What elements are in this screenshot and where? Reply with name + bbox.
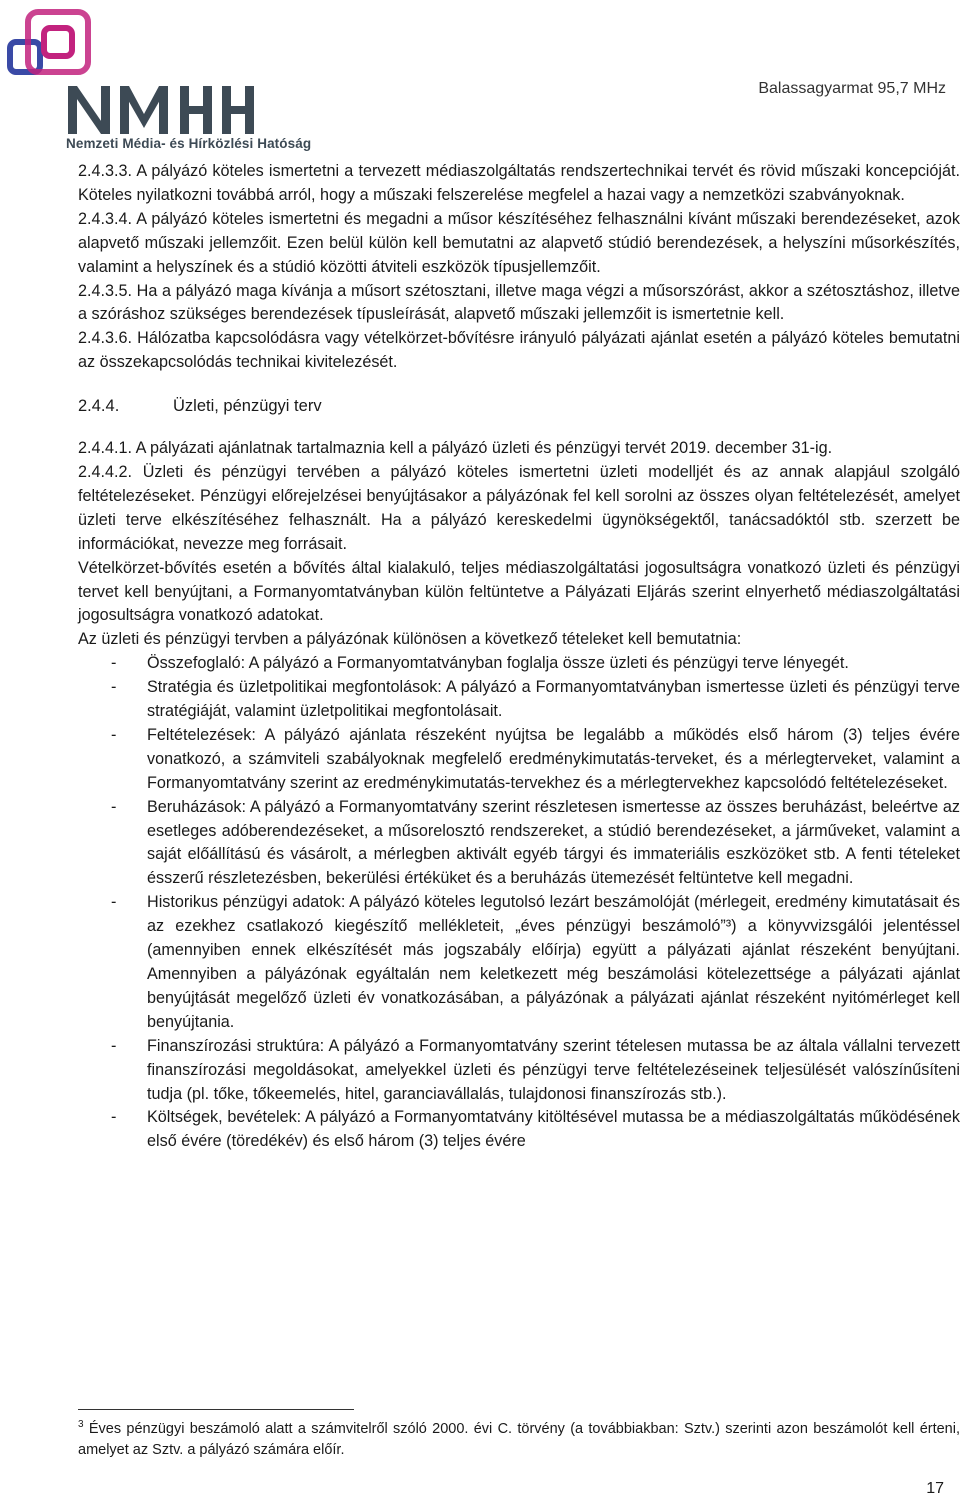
header-title: Balassagyarmat 95,7 MHz xyxy=(758,80,946,97)
paragraph-list-intro: Az üzleti és pénzügyi tervben a pályázónak különösen a következő tételeket kell bemutatnia: xyxy=(78,630,742,649)
dash-bullet: - xyxy=(111,678,117,697)
list-item-text: Összefoglaló: A pályázó a Formanyomtatványban foglalja össze üzleti és pénzügyi terve lényegét. xyxy=(147,654,849,673)
section-title: Üzleti, pénzügyi terv xyxy=(173,397,322,416)
paragraph-coverage-extension: Vételkörzet-bővítés esetén a bővítés által kialakuló, teljes médiaszolgáltatási jogosultságra vonatkozó üzleti és pénzügyi tervet kell benyújtani, a Formanyomtatványban külön feltüntetve a Pályázati Eljárás szerint elnyerhető médiaszolgáltatási jogosultságra vonatkozó adatokat. xyxy=(78,558,960,625)
dash-bullet: - xyxy=(111,654,117,673)
list-item-text: Beruházások: A pályázó a Formanyomtatvány szerint részletesen ismertesse az összes beruházást, beleértve az esetleges adóberendezéseket, a műsorelosztó rendszereket, a stúdió berendezéseket, a járműveket, valamint a saját előállítású és vásárolt, a mérlegben aktivált egyéb tárgyi és immateriális eszközöket stb. A fenti tételeket ésszerű részletezésben, bekerülési értéküket és a beruházás ütemezését feltüntetve kell megadni. xyxy=(147,797,960,888)
list-item xyxy=(78,676,960,724)
section-number: 2.4.4. xyxy=(78,397,120,416)
footnote-text: Éves pénzügyi beszámoló alatt a számvitelről szóló 2000. évi C. törvény (a továbbiakban: Sztv.) szerinti azon beszámolót kell érteni, amelyet az Sztv. a pályázó számára előír. xyxy=(78,1420,960,1458)
footnote-separator xyxy=(78,1409,354,1410)
dash-bullet: - xyxy=(111,1108,117,1127)
list-item xyxy=(78,1035,960,1107)
paragraph-2-4-3-3: 2.4.3.3. A pályázó köteles ismertetni a tervezett médiaszolgáltatás rendszertechnikai tervét és rövid műszaki koncepcióját. Köteles nyilatkozni továbbá arról, hogy a műszaki felszerelése megfelel a hazai vagy a nemzetközi szabványoknak. xyxy=(78,162,960,204)
list-item xyxy=(78,891,960,1034)
dash-bullet: - xyxy=(111,1036,117,1055)
list-item-text: Historikus pénzügyi adatok: A pályázó köteles legutolsó lezárt beszámolóját (mérlegeit, eredmény kimutatásait és az ezekhez csatlakozó kiegészítő mellékleteit, „éves pénzügyi beszámoló”³) a könyvvizsgálói jelentéssel (amennyiben ennek elkészítését más jogszabály előírja) együtt a pályázati ajánlat részeként benyújtani. Amennyiben a pályázónak egyáltalán nem keletkezett még beszámolási kötelezettsége a pályázati ajánlat benyújtását megelőző üzleti év vonatkozásában, a pályázónak a pályázati ajánlat részeként nyitómérleget kell benyújtania. xyxy=(147,893,960,1031)
paragraph-2-4-3-4: 2.4.3.4. A pályázó köteles ismertetni és megadni a műsor készítéséhez felhasználni kívánt műszaki berendezéseket, azok alapvető műszaki jellemzőit. Ezen belül külön kell bemutatni az alapvető stúdió berendezések, a helyszíni műsorkészítés, valamint a helyszínek és a stúdió közötti átviteli eszközök típusjellemzőit. xyxy=(78,209,960,276)
document-body xyxy=(78,160,960,1154)
dash-bullet: - xyxy=(111,797,117,816)
list-item-text: Stratégia és üzletpolitikai megfontolások: A pályázó a Formanyomtatványban ismertesse üzleti és pénzügyi terve stratégiáját, valamint üzletpolitikai megfontolásait. xyxy=(147,678,960,721)
section-heading xyxy=(78,395,960,419)
list-item xyxy=(78,1106,960,1154)
list-item xyxy=(78,796,960,892)
requirements-list xyxy=(78,652,960,1154)
list-item-text: Költségek, bevételek: A pályázó a Formanyomtatvány kitöltésével mutassa be a médiaszolgáltatás működésének első évére (töredékév) és első három (3) teljes évére xyxy=(147,1108,960,1151)
logo-caption: Nemzeti Média- és Hírközlési Hatóság xyxy=(66,136,312,151)
footnote xyxy=(78,1414,960,1461)
page-number: 17 xyxy=(926,1480,944,1497)
paragraph-2-4-3-5: 2.4.3.5. Ha a pályázó maga kívánja a műsort szétosztani, illetve maga végzi a műsorszórást, akkor a szétosztáshoz, illetve a szóráshoz szükséges berendezések típusleírását, alapvető műszaki jellemzőit is ismertetnie kell. xyxy=(78,281,960,324)
paragraph-2-4-4-1: 2.4.4.1. A pályázati ajánlatnak tartalmaznia kell a pályázó üzleti és pénzügyi tervét 2019. december 31-ig. xyxy=(78,439,833,458)
nmhh-logo-mark xyxy=(6,8,366,138)
footnote-marker: 3 xyxy=(78,1419,84,1430)
list-item xyxy=(78,652,960,676)
list-item-text: Feltételezések: A pályázó ajánlata részeként nyújtsa be legalább a működés első három (3) teljes évére vonatkozó, a számviteli szabályoknak megfelelő eredménykimutatás-terveket, és a mérlegterveket, valamint a Formanyomtatvány szerint az eredménykimutatás-tervekhez és a mérlegtervekhez kapcsolódó feltételezéseket. xyxy=(147,725,960,792)
paragraph-2-4-4-2: 2.4.4.2. Üzleti és pénzügyi tervében a pályázó köteles ismertetni üzleti modelljét és az annak alapjául szolgáló feltételezéseket. Pénzügyi előrejelzései benyújtásakor a pályázónak fel kell sorolni az összes olyan feltételezését, amelyet üzleti terve elkészítéséhez felhasznált. Ha a pályázó kereskedelmi ügynökségektől, tanácsadóktól stb. szerzett be információkat, nevezze meg forrásait. xyxy=(78,462,960,553)
dash-bullet: - xyxy=(111,893,117,912)
list-item-text: Finanszírozási struktúra: A pályázó a Formanyomtatvány szerint tételesen mutassa be az általa vállalni tervezett finanszírozási megoldásokat, amelyekkel üzleti és pénzügyi terve feltételezéseinek teljesülését valószínűsíteni tudja (pl. tőke, tőkeemelés, hitel, garanciavállalás, tulajdonosi finanszírozás stb.). xyxy=(147,1036,960,1103)
paragraph-2-4-3-6: 2.4.3.6. Hálózatba kapcsolódásra vagy vételkörzet-bővítésre irányuló pályázati ajánlat esetén a pályázó köteles bemutatni az összekapcsolódás technikai kivitelezését. xyxy=(78,329,960,372)
list-item xyxy=(78,724,960,796)
dash-bullet: - xyxy=(111,725,117,744)
